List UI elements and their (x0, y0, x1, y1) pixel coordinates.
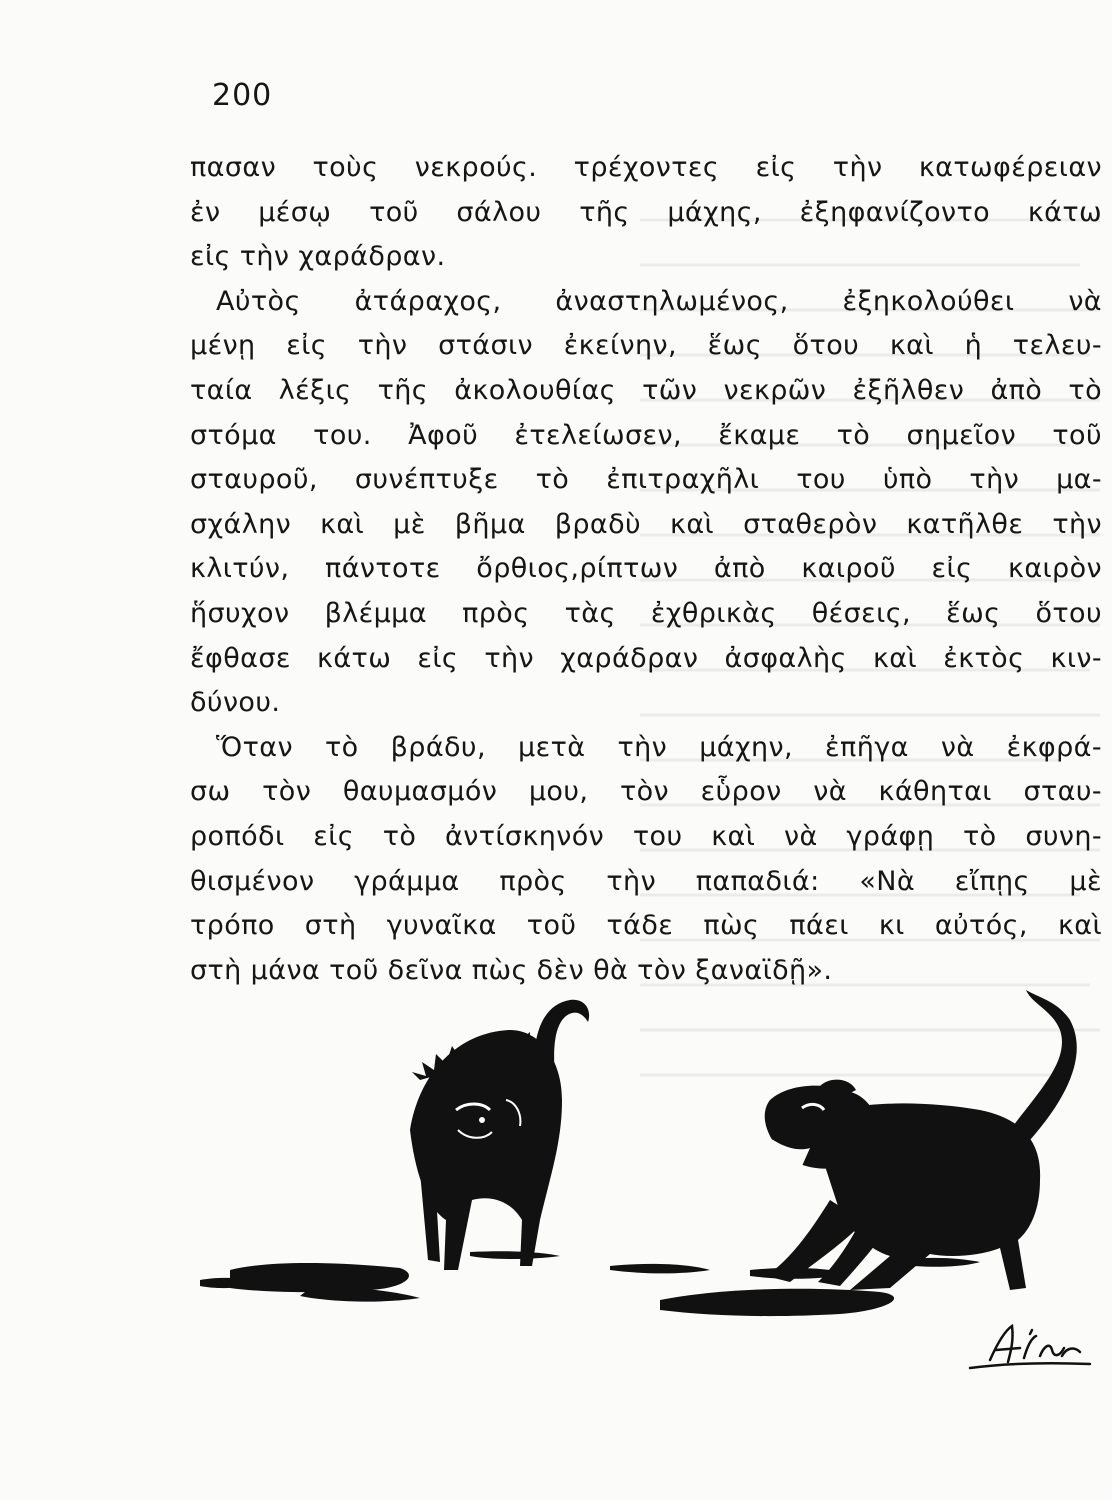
text-line: Ὅταν τὸ βράδυ, μετὰ τὴν μάχην, ἐπῆγα νὰ ἐκφρά- (216, 731, 1102, 763)
text-line: μένῃ εἰς τὴν στάσιν ἐκείνην, ἕως ὅτου καὶ ἡ τελευ- (190, 330, 1102, 362)
text-line: σταυροῦ, συνέπτυξε τὸ ἐπιτραχῆλι του ὑπὸ τὴν μα- (190, 464, 1102, 496)
page-number: 200 (212, 78, 273, 113)
text-line: θισμένον γράμμα πρὸς τὴν παπαδιά: «Νὰ εἴπῃς μὲ (190, 865, 1102, 897)
text-line: δύνου. (190, 687, 281, 719)
text-line: ἐν μέσῳ τοῦ σάλου τῆς μάχης, ἐξηφανίζοντο κάτω (190, 196, 1102, 228)
cat-icon (410, 1000, 589, 1270)
text-line: σω τὸν θαυμασμόν μου, τὸν εὗρον νὰ κάθηται σταυ- (190, 776, 1102, 808)
text-line: Αὐτὸς ἀτάραχος, ἀναστηλωμένος, ἐξηκολούθει νὰ (216, 285, 1102, 317)
dog-icon (765, 990, 1077, 1290)
text-line: τρόπο στὴ γυναῖκα τοῦ τάδε πὼς πάει κι αὐτός, καὶ (190, 910, 1102, 942)
text-line: σχάλην καὶ μὲ βῆμα βραδὺ καὶ σταθερὸν κατῆλθε τὴν (190, 508, 1102, 540)
cat-and-dog-illustration (190, 970, 1102, 1380)
text-line: κλιτύν, πάντοτε ὄρθιος,ρίπτων ἀπὸ καιροῦ εἰς καιρὸν (190, 553, 1102, 585)
text-line: πασαν τοὺς νεκρούς. τρέχοντες εἰς τὴν κατωφέρειαν (190, 152, 1102, 183)
signature (970, 1326, 1090, 1368)
text-line: ἥσυχον βλέμμα πρὸς τὰς ἐχθρικὰς θέσεις, ἕως ὅτου (190, 597, 1102, 629)
text-line: ἔφθασε κάτω εἰς τὴν χαράδραν ἀσφαλὴς καὶ ἐκτὸς κιν- (190, 642, 1102, 674)
text-line: ροπόδι εἰς τὸ ἀντίσκηνόν του καὶ νὰ γράφῃ τὸ συνη- (190, 820, 1102, 852)
text-line: στόμα του. Ἀφοῦ ἐτελείωσεν, ἔκαμε τὸ σημεῖον τοῦ (190, 419, 1102, 451)
text-line: ταία λέξις τῆς ἀκολουθίας τῶν νεκρῶν ἐξῆλθεν ἀπὸ τὸ (190, 374, 1102, 406)
text-line: εἰς τὴν χαράδραν. (190, 241, 446, 273)
body-text (190, 146, 1102, 993)
text-line: στὴ μάνα τοῦ δεῖνα πὼς δὲν θὰ τὸν ξαναϊδῇ». (190, 954, 833, 986)
